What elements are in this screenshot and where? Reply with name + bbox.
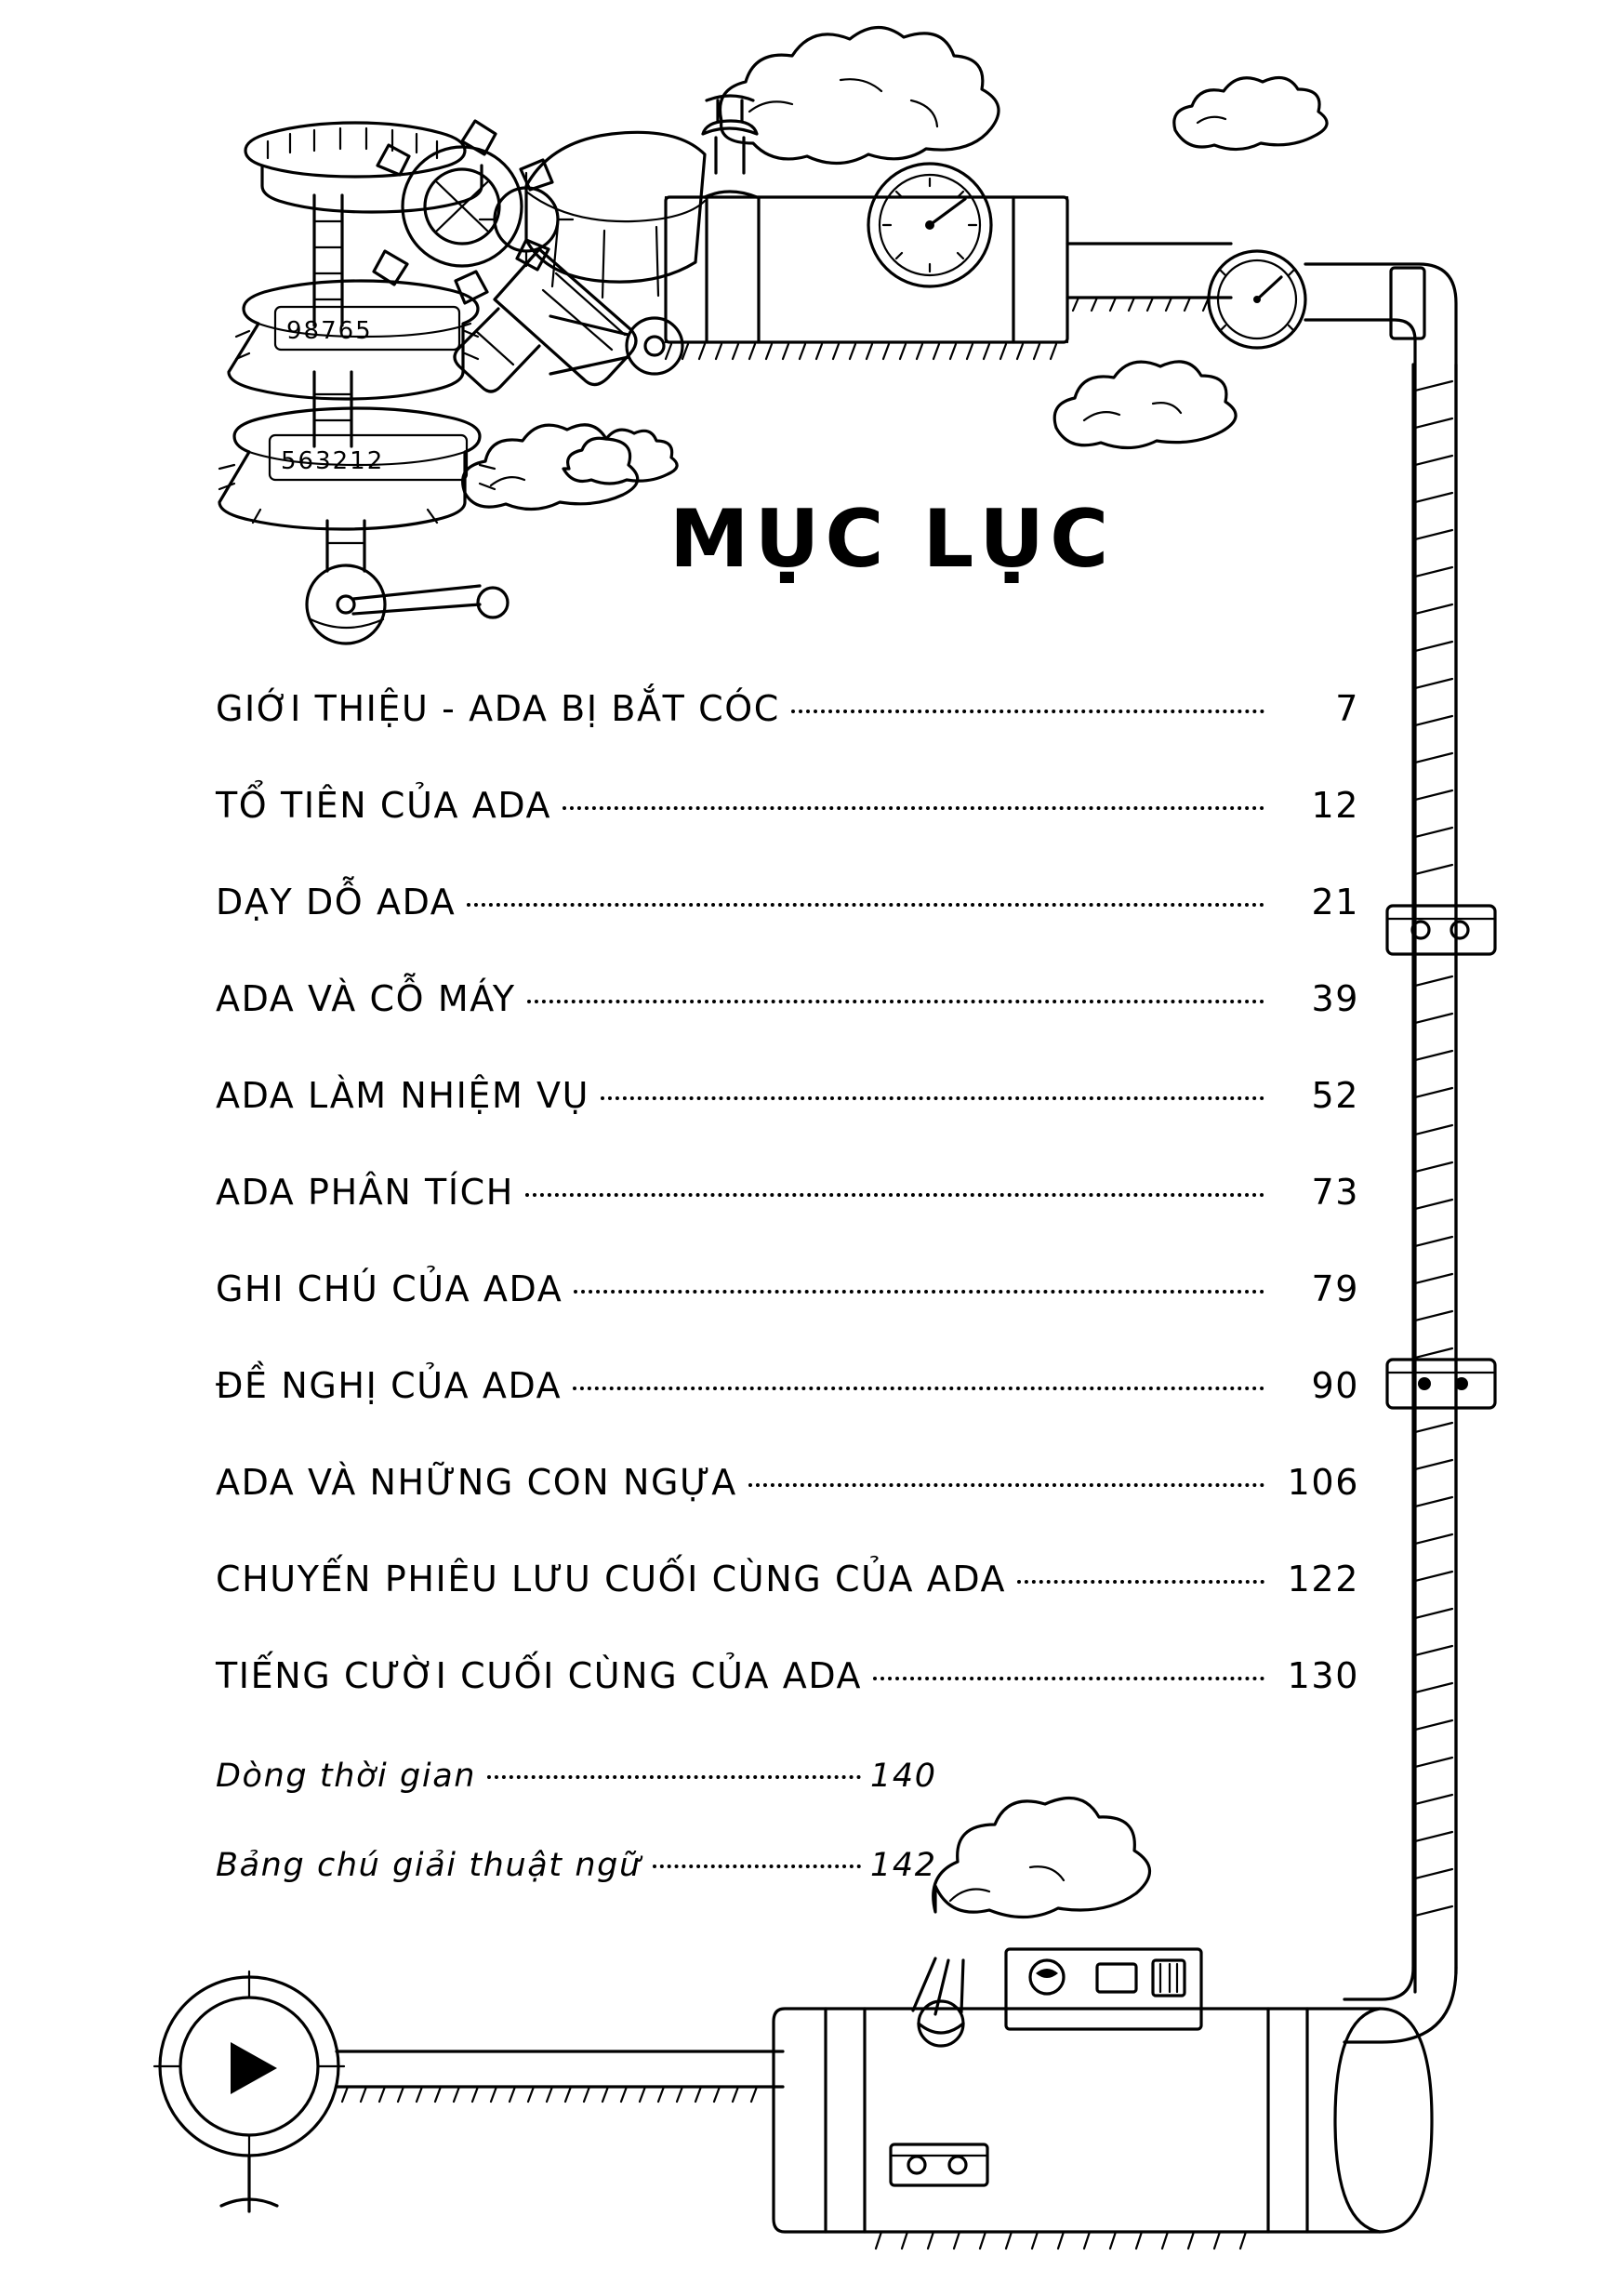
toc-entry-label: ADA PHÂN TÍCH bbox=[216, 1172, 514, 1213]
pressure-gauge-icon bbox=[868, 164, 991, 286]
toc-entry-label: GIỚI THIỆU - ADA BỊ BẮT CÓC bbox=[216, 688, 780, 729]
toc-entry-label: DẠY DỖ ADA bbox=[216, 882, 457, 922]
toc-entry-label: ADA VÀ CỖ MÁY bbox=[216, 978, 516, 1019]
toc-entry-page: 106 bbox=[1287, 1462, 1359, 1503]
toc-entry-page: 52 bbox=[1311, 1075, 1359, 1116]
toc-leader-dots bbox=[525, 1193, 1264, 1197]
toc-entry-label: CHUYẾN PHIÊU LƯU CUỐI CÙNG CỦA ADA bbox=[216, 1559, 1007, 1599]
toc-leader-dots bbox=[601, 1096, 1264, 1100]
toc-entry-label: GHI CHÚ CỦA ADA bbox=[216, 1268, 563, 1309]
steam-cloud-group bbox=[463, 27, 1327, 509]
gear-cluster-group bbox=[374, 121, 705, 392]
page-title: MỤC LỤC bbox=[669, 493, 1115, 586]
toc-entry-page: 79 bbox=[1311, 1268, 1359, 1309]
toc-backmatter-label: Bảng chú giải thuật ngữ bbox=[216, 1847, 642, 1884]
toc-leader-dots bbox=[563, 806, 1264, 810]
toc-backmatter-label: Dòng thời gian bbox=[216, 1758, 477, 1795]
toc-leader-dots bbox=[1017, 1580, 1264, 1584]
toc-entry-page: 90 bbox=[1311, 1365, 1359, 1406]
toc-leader-dots bbox=[574, 1290, 1264, 1294]
toc-entry-page: 73 bbox=[1311, 1172, 1359, 1213]
counter-top-digits: 98765 bbox=[286, 317, 373, 345]
toc-entry[interactable] bbox=[216, 1268, 1359, 1365]
toc-entry-page: 12 bbox=[1311, 785, 1359, 826]
toc-entry[interactable] bbox=[216, 1655, 1359, 1752]
toc-entry[interactable] bbox=[216, 785, 1359, 882]
toc-entry-label: ADA VÀ NHỮNG CON NGỰA bbox=[216, 1462, 737, 1503]
toc-entry-label: TỔ TIÊN CỦA ADA bbox=[216, 785, 552, 826]
toc-leader-dots bbox=[467, 903, 1264, 907]
toc-entry-page: 130 bbox=[1287, 1655, 1359, 1696]
toc-leader-dots bbox=[748, 1483, 1264, 1487]
toc-backmatter-page: 140 bbox=[870, 1758, 937, 1795]
toc-entry[interactable] bbox=[216, 1462, 1359, 1559]
toc-entry-label: ĐỀ NGHỊ CỦA ADA bbox=[216, 1365, 563, 1406]
toc-entry-page: 122 bbox=[1287, 1559, 1359, 1599]
toc-entry-label: TIẾNG CƯỜI CUỐI CÙNG CỦA ADA bbox=[216, 1655, 863, 1696]
counter-tower-group bbox=[219, 123, 508, 644]
toc-entry-label: ADA LÀM NHIỆM VỤ bbox=[216, 1075, 590, 1116]
toc-backmatter-page: 142 bbox=[870, 1847, 937, 1884]
toc-leader-dots bbox=[653, 1865, 861, 1868]
toc-leader-dots bbox=[487, 1775, 861, 1779]
toc-leader-dots bbox=[527, 1000, 1264, 1003]
toc-leader-dots bbox=[791, 710, 1264, 713]
boiler-group bbox=[666, 96, 1305, 359]
table-of-contents bbox=[216, 688, 1359, 1752]
toc-entry[interactable] bbox=[216, 688, 1359, 785]
toc-leader-dots bbox=[873, 1677, 1264, 1680]
toc-entry[interactable] bbox=[216, 1075, 1359, 1172]
toc-entry-page: 39 bbox=[1311, 978, 1359, 1019]
toc-entry[interactable] bbox=[216, 978, 1359, 1075]
toc-entry-page: 7 bbox=[1335, 688, 1359, 729]
toc-backmatter-entry[interactable] bbox=[216, 1758, 950, 1847]
toc-entry[interactable] bbox=[216, 1365, 1359, 1462]
counter-bottom-digits: 563212 bbox=[281, 447, 385, 475]
toc-back-matter bbox=[216, 1758, 950, 1936]
toc-entry[interactable] bbox=[216, 1172, 1359, 1268]
toc-backmatter-entry[interactable] bbox=[216, 1847, 950, 1936]
toc-entry[interactable] bbox=[216, 882, 1359, 978]
toc-leader-dots bbox=[573, 1387, 1264, 1390]
toc-entry-page: 21 bbox=[1311, 882, 1359, 922]
toc-entry[interactable] bbox=[216, 1559, 1359, 1655]
